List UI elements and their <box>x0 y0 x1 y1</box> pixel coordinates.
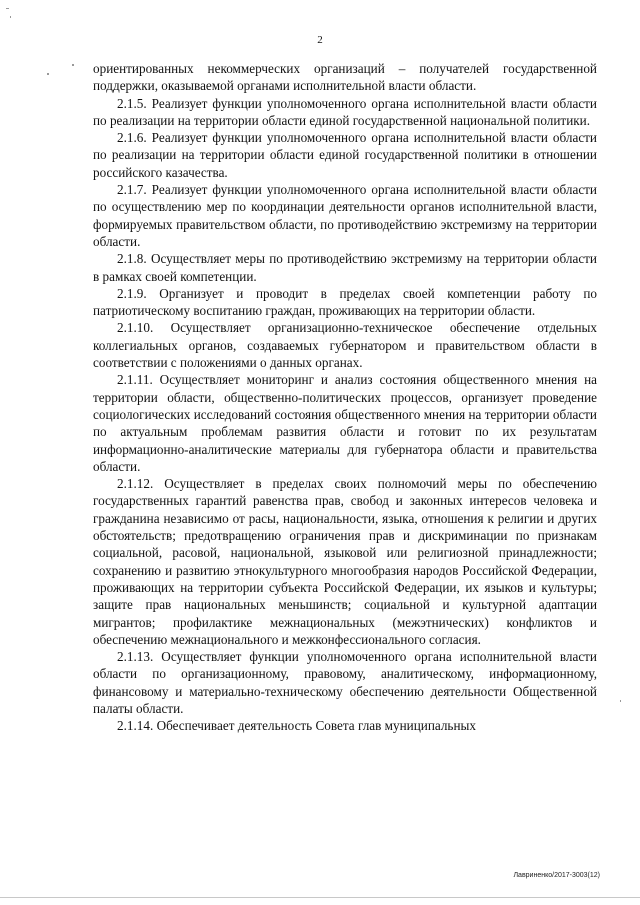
paragraph: 2.1.10. Осуществляет организационно-техническое обеспечение отдельных коллегиальных органов, создаваемых губернатором и правительством области в соответствии с положениями о данных органах. <box>93 320 597 371</box>
page-number: 2 <box>317 34 323 46</box>
scan-artifact <box>72 64 74 66</box>
document-reference: Лавриненко/2017-3003(12) <box>513 872 600 879</box>
paragraph: 2.1.11. Осуществляет мониторинг и анализ состояния общественного мнения на территории области, общественно-политических процессов, организует проведение социологических исследований состояния общественного мнения на территории области по актуальным проблемам развития области и готовит по их результатам информационно-аналитические материалы для губернатора области и правительства области. <box>93 372 597 474</box>
document-body <box>93 60 597 735</box>
scan-artifact <box>6 8 9 9</box>
paragraph: 2.1.5. Реализует функции уполномоченного органа исполнительной власти области по реализации на территории области единой государственной национальной политики. <box>93 95 597 128</box>
paragraph: 2.1.7. Реализует функции уполномоченного органа исполнительной власти области по осуществлению мер по координации деятельности органов исполнительной власти, формируемых правительством области, по противодействию экстремизму на территории области. <box>93 182 597 249</box>
scan-artifact <box>10 16 11 18</box>
paragraph: 2.1.9. Организует и проводит в пределах своей компетенции работу по патриотическому воспитанию граждан, проживающих на территории области. <box>93 285 597 319</box>
scan-artifact <box>620 700 621 702</box>
paragraph: ориентированных некоммерческих организаций – получателей государственной поддержки, оказываемой органами исполнительной власти области. <box>93 61 597 94</box>
scan-edge-line <box>0 897 640 898</box>
paragraph: 2.1.6. Реализует функции уполномоченного органа исполнительной власти области по реализации на территории области единой государственной политики в отношении российского казачества. <box>93 130 597 180</box>
paragraph: 2.1.12. Осуществляет в пределах своих полномочий меры по обеспечению государственных гарантий равенства прав, свобод и законных интересов человека и гражданина независимо от расы, национальности, языка, отношения к религии и других обстоятельств; предотвращению ограничения прав и дискриминации по признакам социальной, расовой, национальной, языковой или религиозной принадлежности; сохранению и развитию этнокультурного многообразия народов Российской Федерации, проживающих на территории субъекта Российской Федерации, их языков и культуры; защите прав национальных меньшинств; социальной и культурной адаптации мигрантов; профилактике межнациональных (межэтнических) конфликтов и обеспечению межнационального и межконфессионального согласия. <box>93 476 597 647</box>
scan-artifact <box>47 73 49 75</box>
paragraph: 2.1.13. Осуществляет функции уполномоченного органа исполнительной власти области по организационному, правовому, аналитическому, информационному, финансовому и материально-техническому обеспечению деятельности Общественной палаты области. <box>93 649 597 716</box>
paragraph: 2.1.14. Обеспечивает деятельность Совета глав муниципальных <box>117 718 476 734</box>
paragraph: 2.1.8. Осуществляет меры по противодействию экстремизму на территории области в рамках своей компетенции. <box>93 251 597 284</box>
